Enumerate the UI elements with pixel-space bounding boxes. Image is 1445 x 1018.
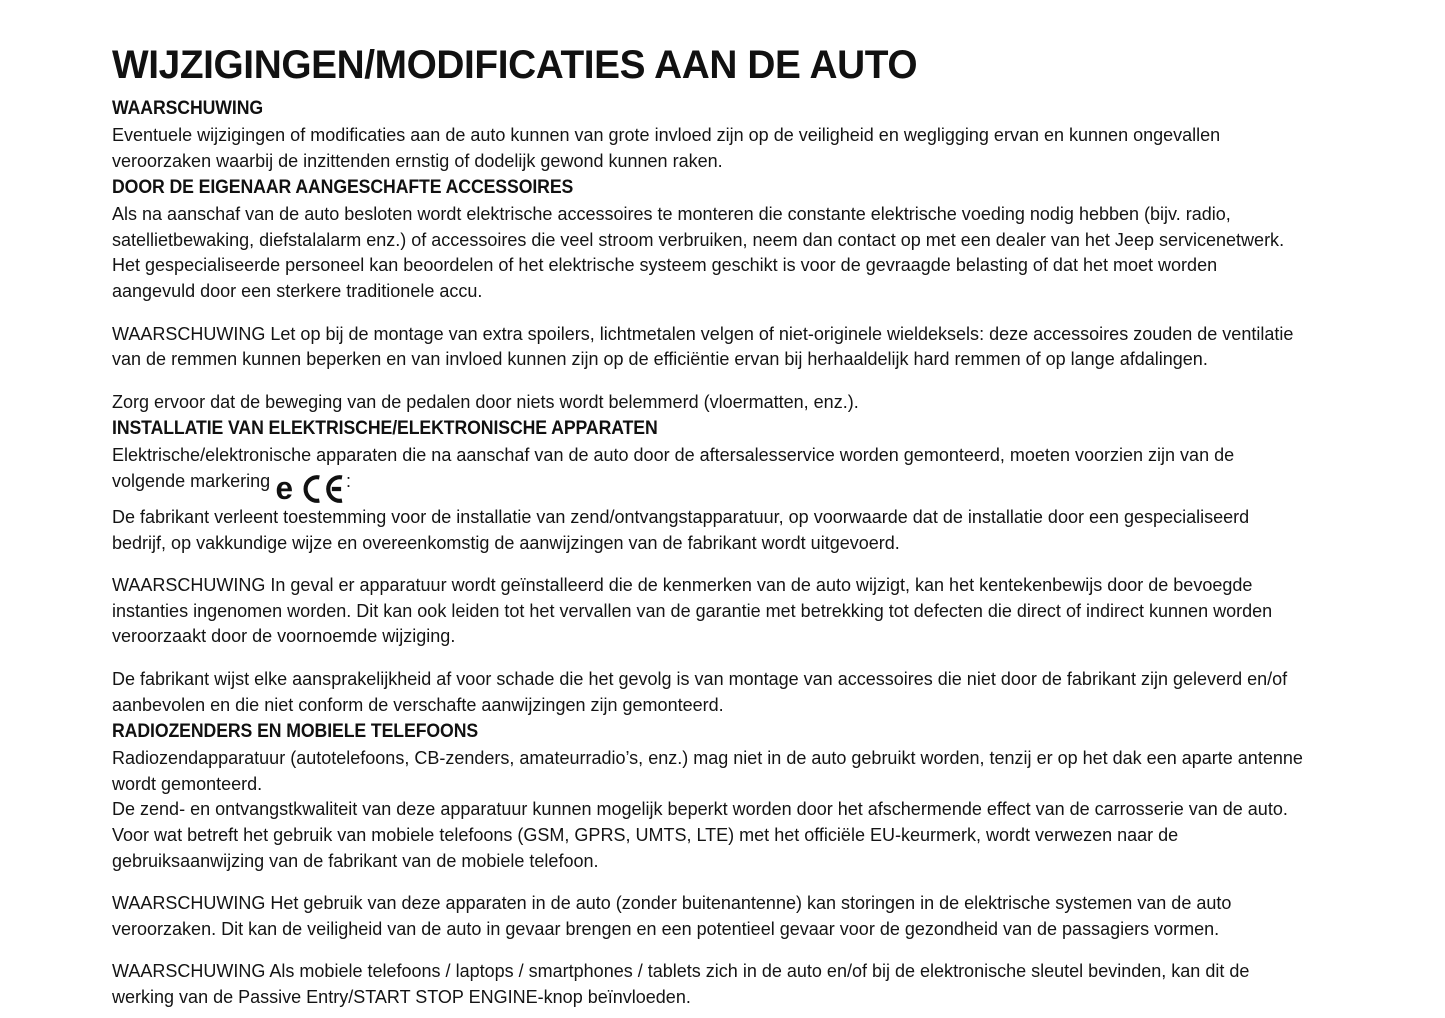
page-title: WIJZIGINGEN/MODIFICATIES AAN DE AUTO: [112, 43, 918, 87]
paragraph-accessories-pedals: Zorg ervoor dat de beweging van de pedalen door niets wordt belemmerd (vloermatten, enz.).: [112, 390, 859, 412]
section-heading-waarschuwing: WAARSCHUWING: [112, 98, 264, 119]
svg-text:e: e: [275, 474, 293, 505]
paragraph-installation-permission: De fabrikant verleent toestemming voor de installatie van zend/ontvangstapparatuur, op voorwaarde dat de installatie door een gespecialiseerd bedrijf, op vakkundige wijze en overeenkomstig de aanwijzingen van de fabrikant wordt uitgevoerd.: [112, 506, 1250, 553]
section-heading-radiozenders: RADIOZENDERS EN MOBIELE TELEFOONS: [112, 721, 479, 743]
paragraph-accessories-body: Als na aanschaf van de auto besloten wordt elektrische accessoires te monteren die constante elektrische voeding nodig hebben (bijv. radio, satellietbewaking, diefstalalarm enz.) of accessoires die veel stroom verbruiken, neem dan contact op met een dealer van het Jeep servicenetwerk. Het gespecialiseerde personeel kan beoordelen of het elektrische systeem geschikt is voor de gevraagde belasting of dat het moet worden aangevuld door een sterkere traditionele accu.: [112, 203, 1285, 301]
section-heading-installatie: INSTALLATIE VAN ELEKTRISCHE/ELEKTRONISCHE APPARATEN: [112, 418, 658, 440]
e-mark-icon: [275, 474, 301, 504]
paragraph-installation-marking: [112, 442, 1305, 504]
section-heading-accessoires: DOOR DE EIGENAAR AANGESCHAFTE ACCESSOIRES: [112, 177, 574, 199]
paragraph-radio-warning1: WAARSCHUWING Het gebruik van deze apparaten in de auto (zonder buitenantenne) kan storingen in de elektrische systemen van de auto veroorzaken. Dit kan de veiligheid van de auto in gevaar brengen en een potentieel gevaar voor de gezondheid van de passagiers vormen.: [112, 892, 1232, 939]
marking-trailing-colon: :: [345, 469, 352, 491]
paragraph-radio-body1: Radiozendapparatuur (autotelefoons, CB-zenders, amateurradio’s, enz.) mag niet in de auto gebruikt worden, tenzij er op het dak een aparte antenne wordt gemonteerd.: [112, 747, 1303, 794]
paragraph-radio-warning2: WAARSCHUWING Als mobiele telefoons / laptops / smartphones / tablets zich in de auto en/of bij de elektronische sleutel bevinden, kan dit de werking van de Passive Entry/START STOP ENGINE-knop beïnvloeden.: [112, 960, 1250, 1008]
ce-mark-icon: [301, 474, 344, 504]
marking-symbols-group: [275, 474, 344, 504]
paragraph-accessories-warning: WAARSCHUWING Let op bij de montage van extra spoilers, lichtmetalen velgen of niet-originele wieldeksels: deze accessoires zouden de ventilatie van de remmen kunnen beperken en van invloed kunnen zijn op de efficiëntie ervan bij herhaaldelijk hard remmen of op lange afdalingen.: [112, 322, 1294, 370]
paragraph-installation-liability: De fabrikant wijst elke aansprakelijkheid af voor schade die het gevolg is van montage van accessoires die niet door de fabrikant zijn geleverd en/of aanbevolen en die niet conform de verschafte aanwijzingen zijn gemonteerd.: [112, 668, 1288, 715]
paragraph-radio-body2: De zend- en ontvangstkwaliteit van deze apparatuur kunnen mogelijk beperkt worden door het afschermende effect van de carrosserie van de auto. Voor wat betreft het gebruik van mobiele telefoons (GSM, GPRS, UMTS, LTE) met het officiële EU-keurmerk, wordt verwezen naar de gebruiksaanwijzing van de fabrikant van de mobiele telefoon.: [112, 798, 1288, 871]
paragraph-installation-warning: WAARSCHUWING In geval er apparatuur wordt geïnstalleerd die de kenmerken van de auto wijzigt, kan het kentekenbewijs door de bevoegde instanties ingenomen worden. Dit kan ook leiden tot het vervallen van de garantie met betrekking tot defecten die direct of indirect kunnen worden veroorzaakt door de voornoemde wijziging.: [112, 574, 1273, 647]
installation-marking-text: Elektrische/elektronische apparaten die na aanschaf van de auto door de aftersalesservice worden gemonteerd, moeten voorzien zijn van de volgende markering: [112, 444, 1235, 491]
paragraph-warning-body: Eventuele wijzigingen of modificaties aan de auto kunnen van grote invloed zijn op de veiligheid en wegligging ervan en kunnen ongevallen veroorzaken waarbij de inzittenden ernstig of dodelijk gewond kunnen raken.: [112, 124, 1221, 171]
